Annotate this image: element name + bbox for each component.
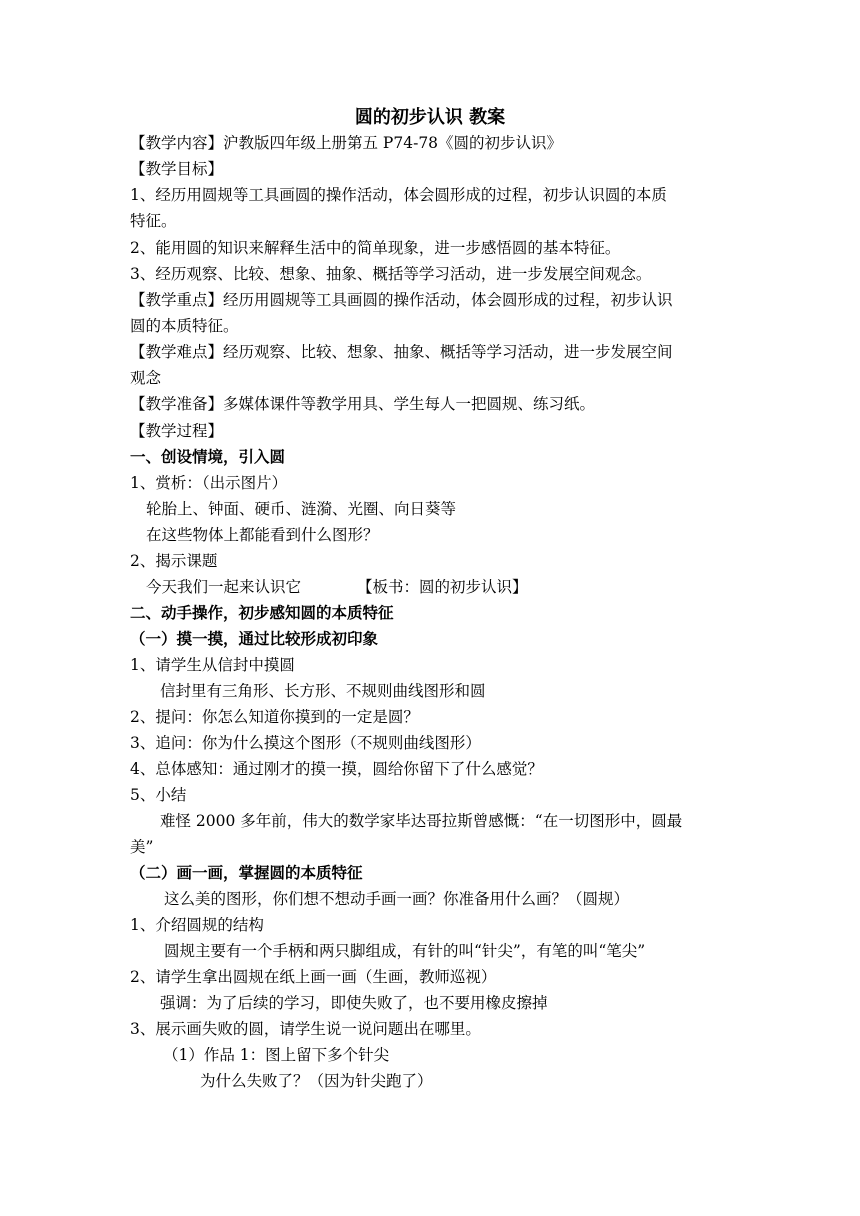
text-line: 美” <box>130 838 154 856</box>
text-line: 2、请学生拿出圆规在纸上画一画（生画，教师巡视） <box>130 968 497 986</box>
text-line: 今天我们一起来认识它 <box>146 578 302 596</box>
text-line: 2、能用圆的知识来解释生活中的简单现象，进一步感悟圆的基本特征。 <box>130 239 621 257</box>
text-line: 1、介绍圆规的结构 <box>130 916 264 934</box>
text-line: 3、经历观察、比较、想象、抽象、概括等学习活动，进一步发展空间观念。 <box>130 265 652 283</box>
text-line: 3、追问：你为什么摸这个图形（不规则曲线图形） <box>130 734 481 752</box>
text-line: 轮胎上、钟面、硬币、涟漪、光圈、向日葵等 <box>146 500 457 518</box>
text-line: 强调：为了后续的学习，即使失败了，也不要用橡皮擦掉 <box>160 994 548 1012</box>
document-title: 圆的初步认识 教案 <box>354 107 506 128</box>
board-writing: 【板书：圆的初步认识】 <box>357 578 528 596</box>
text-line: 信封里有三角形、长方形、不规则曲线图形和圆 <box>160 682 486 700</box>
subsection-heading-touch: （一）摸一摸，通过比较形成初印象 <box>130 629 379 648</box>
section-heading-one: 一、创设情境，引入圆 <box>130 447 286 466</box>
text-line: 4、总体感知：通过刚才的摸一摸，圆给你留下了什么感觉？ <box>130 760 543 778</box>
text-line: 观念 <box>130 369 162 387</box>
text-line: 1、请学生从信封中摸圆 <box>130 656 295 674</box>
text-line: 在这些物体上都能看到什么图形？ <box>146 526 379 544</box>
text-line-objectives-heading: 【教学目标】 <box>130 160 224 178</box>
text-line: 2、揭示课题 <box>130 552 218 570</box>
section-heading-two: 二、动手操作，初步感知圆的本质特征 <box>130 603 394 622</box>
text-line-key-points: 【教学重点】经历用圆规等工具画圆的操作活动，体会圆形成的过程，初步认识 <box>130 291 673 309</box>
text-line: 特征。 <box>130 212 177 230</box>
text-line: （1）作品 1：图上留下多个针尖 <box>163 1046 390 1064</box>
text-line-difficulties: 【教学难点】经历观察、比较、想象、抽象、概括等学习活动，进一步发展空间 <box>130 343 673 361</box>
subsection-heading-draw: （二）画一画，掌握圆的本质特征 <box>130 863 363 882</box>
text-line: 这么美的图形，你们想不想动手画一画？你准备用什么画？（圆规） <box>164 890 630 908</box>
text-line: 2、提问：你怎么知道你摸到的一定是圆？ <box>130 708 419 726</box>
text-line: 为什么失败了？（因为针尖跑了） <box>200 1072 433 1090</box>
text-line: 5、小结 <box>130 786 187 804</box>
text-line: 1、赏析：（出示图片） <box>130 474 288 492</box>
text-line-preparation: 【教学准备】多媒体课件等教学用具、学生每人一把圆规、练习纸。 <box>130 395 596 413</box>
text-line-content: 【教学内容】沪教版四年级上册第五 P74-78《圆的初步认识》 <box>130 134 563 152</box>
text-line: 圆的本质特征。 <box>130 317 239 335</box>
text-line-process-heading: 【教学过程】 <box>130 422 224 440</box>
text-line: 1、经历用圆规等工具画圆的操作活动，体会圆形成的过程，初步认识圆的本质 <box>130 186 667 204</box>
text-line: 圆规主要有一个手柄和两只脚组成，有针的叫“针尖”，有笔的叫“笔尖” <box>164 942 646 960</box>
text-line: 难怪 2000 多年前，伟大的数学家毕达哥拉斯曾感慨：“在一切图形中，圆最 <box>160 812 683 830</box>
text-line: 3、展示画失败的圆，请学生说一说问题出在哪里。 <box>130 1020 481 1038</box>
